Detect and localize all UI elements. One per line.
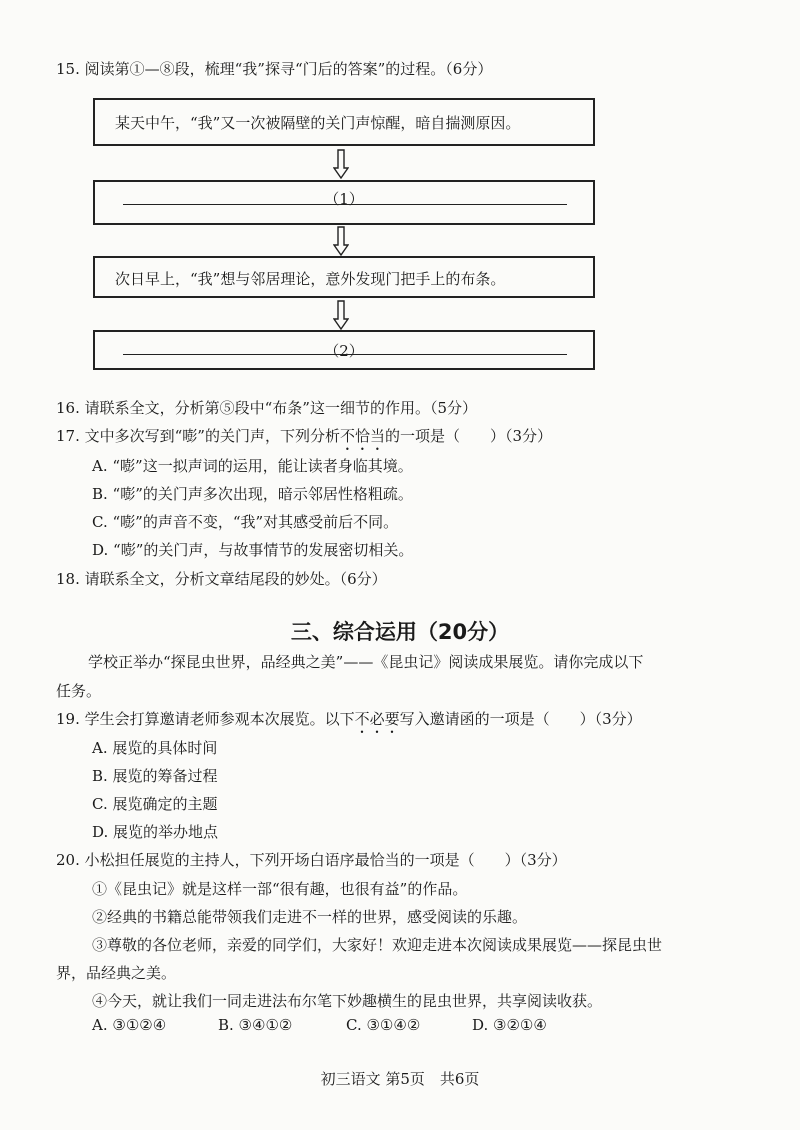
q15-stem: 15. 阅读第①—⑧段，梳理“我”探寻“门后的答案”的过程。（6分）	[56, 60, 493, 78]
flow-box-1-text: 某天中午，“我”又一次被隔壁的关门声惊醒，暗自揣测原因。	[115, 114, 521, 132]
q20-sentence-3-line2: 界，品经典之美。	[56, 964, 177, 982]
q20-answer-b[interactable]: B. ③④①②	[218, 1016, 293, 1034]
q19-option-c[interactable]: C. 展览确定的主题	[92, 795, 218, 813]
q17-option-b[interactable]: B. “嘭”的关门声多次出现，暗示邻居性格粗疏。	[92, 485, 413, 503]
q20-answer-a[interactable]: A. ③①②④	[92, 1016, 167, 1034]
section-3-intro-line1: 学校正举办“探昆虫世界，品经典之美”——《昆虫记》阅读成果展览。请你完成以下	[88, 653, 644, 671]
q18-stem: 18. 请联系全文，分析文章结尾段的妙处。（6分）	[56, 570, 387, 588]
section-3-intro-line2: 任务。	[56, 682, 102, 700]
q20-sentence-4: ④今天，就让我们一同走进法布尔笔下妙趣横生的昆虫世界，共享阅读收获。	[92, 992, 603, 1010]
blank-1-line[interactable]	[123, 204, 567, 205]
q17-option-c[interactable]: C. “嘭”的声音不变，“我”对其感受前后不同。	[92, 513, 399, 531]
q20-sentence-2: ②经典的书籍总能带领我们走进不一样的世界，感受阅读的乐趣。	[92, 908, 528, 926]
blank-2-line[interactable]	[123, 354, 567, 355]
down-arrow-icon	[333, 300, 349, 330]
page-footer: 初三语文 第5页 共6页	[320, 1070, 480, 1088]
q20-sentence-1: ①《昆虫记》就是这样一部“很有趣，也很有益”的作品。	[92, 880, 468, 898]
flow-box-3	[93, 256, 595, 298]
flow-box-2-blank	[93, 180, 595, 225]
q19-option-b[interactable]: B. 展览的筹备过程	[92, 767, 218, 785]
q17-stem-emphasis: 不恰当	[339, 427, 385, 445]
q17-stem-pre: 17. 文中多次写到“嘭”的关门声，下列分析	[56, 427, 340, 445]
q17-stem	[56, 425, 552, 454]
q20-sentence-3-line1: ③尊敬的各位老师，亲爱的同学们，大家好！欢迎走进本次阅读成果展览——探昆虫世	[92, 936, 663, 954]
section-3-title: 三、综合运用（20分）	[290, 620, 510, 644]
q19-stem-emphasis: 不必要	[354, 710, 400, 728]
q20-answer-d[interactable]: D. ③②①④	[472, 1016, 547, 1034]
down-arrow-icon	[333, 149, 349, 179]
q19-stem-post: 写入邀请函的一项是（ ）（3分）	[399, 710, 642, 728]
q19-option-a[interactable]: A. 展览的具体时间	[92, 739, 218, 757]
flow-box-4-blank	[93, 330, 595, 370]
q17-option-d[interactable]: D. “嘭”的关门声，与故事情节的发展密切相关。	[92, 541, 414, 559]
blank-2-label: （2）	[324, 342, 364, 360]
flow-box-3-text: 次日早上，“我”想与邻居理论，意外发现门把手上的布条。	[115, 270, 506, 288]
flow-box-1	[93, 98, 595, 146]
q19-option-d[interactable]: D. 展览的举办地点	[92, 823, 219, 841]
q19-stem	[56, 708, 642, 737]
down-arrow-icon	[333, 226, 349, 256]
q19-stem-pre: 19. 学生会打算邀请老师参观本次展览。以下	[56, 710, 355, 728]
q20-stem: 20. 小松担任展览的主持人，下列开场白语序最恰当的一项是（ ）（3分）	[56, 851, 567, 869]
q20-answer-c[interactable]: C. ③①④②	[346, 1016, 421, 1034]
blank-1-label: （1）	[324, 190, 364, 208]
q17-stem-post: 的一项是（ ）（3分）	[384, 427, 553, 445]
q16-stem: 16. 请联系全文，分析第⑤段中“布条”这一细节的作用。（5分）	[56, 399, 478, 417]
q17-option-a[interactable]: A. “嘭”这一拟声词的运用，能让读者身临其境。	[92, 457, 413, 475]
